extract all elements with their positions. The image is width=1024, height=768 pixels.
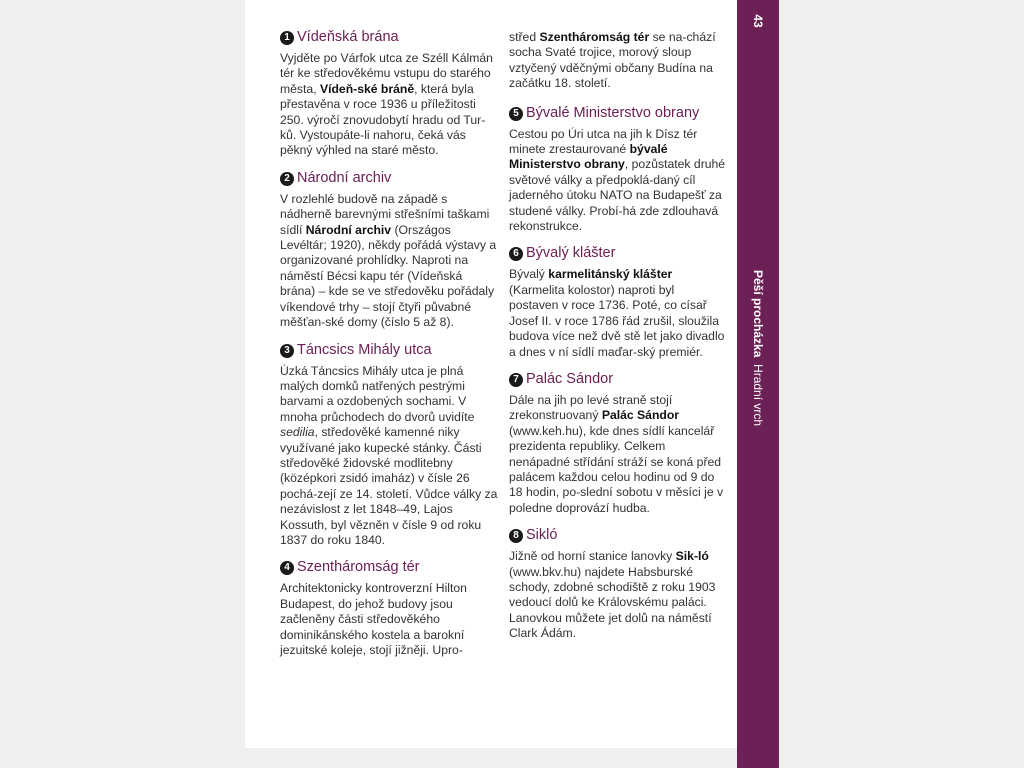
section-text: Vyjděte po Várfok utca ze Széll Kálmán tér ke středověkému vstupu do starého města, Vídeň-ské bráně, která byla přestavěna v roce 1936 u příležitosti 250. výročí znovudobytí hradu od Tur-ků. Vystoupáte-li nahoru, čeká vás pěkný výhled na staré město. — [280, 51, 493, 158]
chapter-title — [751, 270, 765, 426]
section-7 — [509, 370, 727, 516]
section-text: Bývalý karmelitánský klášter (Karmelita kolostor) naproti byl postaven v roce 1736. Poté, co císař Josef II. v roce 1786 řád zrušil, sloužila budova více než dvě stě let jako divadlo a dnes v ní sídlí maďar-ský premiér. — [509, 267, 725, 359]
chapter-title-bold: Pěší procházka — [751, 270, 765, 358]
number-badge: 5 — [509, 107, 523, 121]
section-6 — [509, 244, 727, 359]
number-badge: 3 — [280, 344, 294, 358]
book-page — [245, 0, 779, 768]
section-heading — [280, 28, 498, 47]
number-badge: 8 — [509, 529, 523, 543]
bottom-band — [245, 748, 779, 768]
column-left — [280, 28, 498, 668]
page-number: 43 — [751, 14, 765, 28]
section-title: Bývalý klášter — [526, 245, 616, 262]
section-title: Sikló — [526, 527, 558, 544]
continued-text: střed Szentháromság tér se na-chází socha Svaté trojice, morový sloup vztyčený vděčnými občany Budína na začátku 18. století. — [509, 30, 716, 91]
section-1 — [280, 28, 498, 159]
number-badge: 6 — [509, 247, 523, 261]
left-margin — [0, 0, 245, 768]
section-heading — [280, 558, 498, 577]
section-heading — [280, 341, 498, 360]
number-badge: 2 — [280, 172, 294, 186]
section-text: Dále na jih po levé straně stojí zrekonstruovaný Palác Sándor (www.keh.hu), kde dnes sídlí kancelář prezidenta republiky. Celkem nenápadné střídání stráží se koná před palácem každou celou hodinu od 9 do 18 hodin, po-slední sobotu v měsíci je v poledne doprovází hudba. — [509, 392, 724, 515]
section-heading — [509, 526, 727, 545]
section-heading — [509, 370, 727, 389]
section-text: Architektonicky kontroverzní Hilton Budapest, do jehož budovy jsou začleněny části středověkého dominikánského kostela a barokní jezuitské koleje, stojí jižněji. Upro- — [280, 581, 467, 657]
section-4 — [280, 558, 498, 658]
section-title: Szentháromság tér — [297, 559, 420, 576]
section-2 — [280, 169, 498, 331]
number-badge: 7 — [509, 373, 523, 387]
section-title: Bývalé Ministerstvo obrany — [526, 104, 700, 121]
section-title: Národní archiv — [297, 169, 392, 186]
chapter-subtitle: Hradní vrch — [751, 364, 765, 427]
section-text: Cestou po Úri utca na jih k Dísz tér minete zrestaurované bývalé Ministerstvo obrany, pozůstatek druhé světové války a předpoklá-daný cíl jaderného útoku NATO na Budapešť za studené války. Probí-há zde zdlouhavá rekonstrukce. — [509, 126, 726, 234]
right-margin — [779, 0, 1024, 768]
section-title: Táncsics Mihály utca — [297, 341, 432, 358]
section-heading — [509, 104, 727, 123]
chapter-sidebar — [737, 0, 779, 768]
section-text: Jižně od horní stanice lanovky Sik-ló (www.bkv.hu) najdete Habsburské schody, zdobné schodiště z roku 1903 vedoucí dolů ke Královskému paláci. Lanovkou můžete jet dolů na náměstí Clark Ádám. — [509, 549, 716, 641]
section-heading — [280, 169, 498, 188]
section-heading — [509, 244, 727, 263]
column-right — [509, 30, 727, 652]
section-5 — [509, 104, 727, 235]
section-8 — [509, 526, 727, 641]
number-badge: 1 — [280, 31, 294, 45]
section-3 — [280, 341, 498, 549]
section-text: Úzká Táncsics Mihály utca je plná malých domků natřených pestrými barvami a ozdobených sochami. V mnoha průchodech do dvorů uvidíte sedilia, středověké kamenné niky využívané jako kupecké stánky. Části středověké židovské modlitebny (középkori zsidó imaház) v čísle 26 pochá-zejí ze 14. století. Vůdce války za nezávislost z let 1848–49, Lajos Kossuth, byl vězněn v čísle 9 od roku 1837 do roku 1840. — [280, 363, 498, 547]
section-title: Palác Sándor — [526, 370, 614, 387]
section-text: V rozlehlé budově na západě s nádherně barevnými střešními taškami sídlí Národní archiv (Országos Levéltár; 1920), někdy pořádá výstavy a organizované prohlídky. Naproti na náměstí Bécsi kapu tér (Vídeňská brána) – kde se ve středověku pořádaly víkendové trhy – stojí čtyři půvabné měšťan-ské domy (číslo 5 až 8). — [280, 191, 497, 330]
section-title: Vídeňská brána — [297, 29, 399, 45]
number-badge: 4 — [280, 561, 294, 575]
